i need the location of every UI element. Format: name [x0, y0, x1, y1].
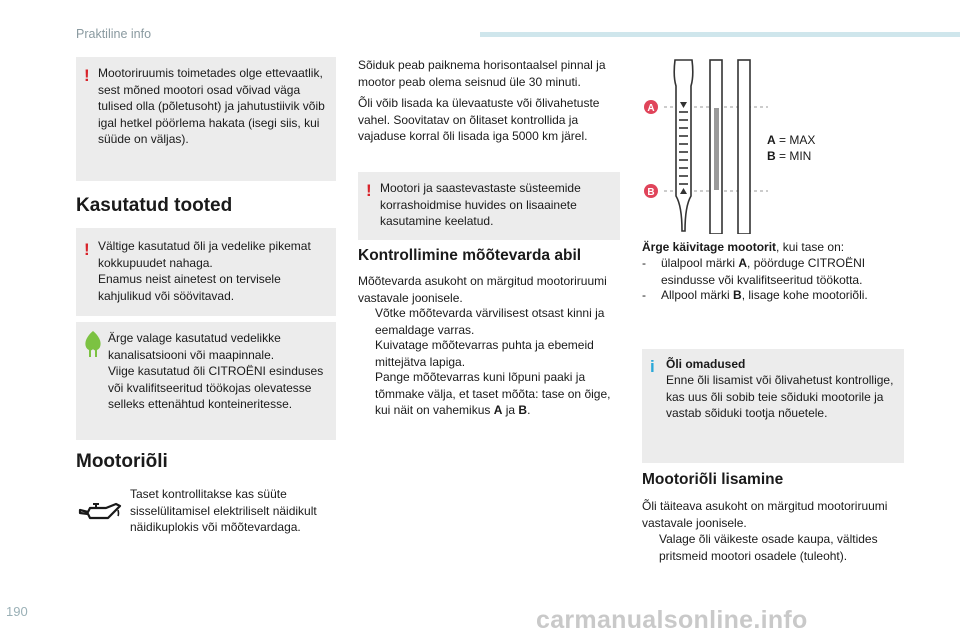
- list-item: [642, 531, 904, 564]
- diagram-legend: [767, 132, 815, 164]
- paragraph-add-oil: Õli võib lisada ka ülevaatuste või õlivahetuste vahel. Soovitatav on õlitaset kontrollida ja vajaduse korral õli lisada iga 5000 km järel.: [358, 96, 600, 143]
- list-item: [358, 305, 620, 338]
- dash-icon: -: [642, 256, 646, 270]
- bullet-text: Kuivatage mõõtevarras puhta ja ebemeid mittejätva lapiga.: [375, 338, 594, 369]
- watermark: carmanualsonline.info: [536, 606, 808, 634]
- subsection-title-adding-oil: Mootoriõli lisamine: [642, 471, 784, 488]
- bullet-text: Pange mõõtevarras kuni lõpuni paaki ja tõmmake välja, et taset mõõta: tase on õige, kui näit on vahemikus A ja B.: [375, 370, 611, 417]
- bullet-text: Valage õli väikeste osade kaupa, vältides pritsmeid mootori osadele (tuleoht).: [659, 532, 878, 563]
- bullet-text: Võtke mõõtevarda värvilisest otsast kinni ja eemaldage varras.: [375, 306, 605, 337]
- info-icon: i: [650, 357, 655, 376]
- eco-text-2: Viige kasutatud õli CITROËNI esinduses või kvalifitseeritud töökojas olevatesse selleks ettenähtud konteineritesse.: [108, 364, 324, 411]
- warning-icon: !: [84, 66, 90, 85]
- running-header: Praktiline info: [76, 27, 152, 41]
- warning-text-2: Enamus neist ainetest on tervisele kahjulikud või söövitavad.: [98, 272, 281, 303]
- header-accent-bar: [480, 32, 960, 37]
- legend-max: A = MAX: [767, 133, 816, 147]
- info-title: Õli omadused: [666, 357, 746, 371]
- warning-box-additives: [358, 172, 620, 240]
- dipstick-diagram: [640, 56, 770, 234]
- bullet-text: Allpool märki B, lisage kohe mootoriõli.: [661, 288, 868, 302]
- warning-box-skin: [76, 228, 336, 316]
- list-item: [642, 255, 904, 288]
- marker-a-label: A: [647, 103, 655, 114]
- subsection-title-dipstick: Kontrollimine mõõtevarda abil: [358, 247, 582, 264]
- warning-text-1: Vältige kasutatud õli ja vedelike pikemat kokkupuudet nahaga.: [98, 239, 311, 270]
- list-item: [358, 337, 620, 370]
- bullet-text: ülalpool märki A, pöörduge CITROËNI esindusse või kvalifitseeritud töökotta.: [661, 256, 866, 287]
- list-item: [642, 287, 904, 304]
- oil-can-icon: [78, 500, 122, 526]
- eco-text-1: Ärge valage kasutatud vedelikke kanalisatsiooni või maapinnale.: [108, 331, 281, 362]
- warning-box-engine: [76, 57, 336, 181]
- section-title-used-products: Kasutatud tooted: [76, 195, 233, 216]
- page-number: 190: [6, 604, 28, 619]
- paragraph-horizontal: Sõiduk peab paiknema horisontaalsel pinnal ja mootor peab olema seisnud üle 30 minuti.: [358, 58, 606, 89]
- info-box-oil-properties: [642, 349, 904, 463]
- warning-icon: !: [366, 181, 372, 200]
- dash-icon: -: [642, 288, 646, 302]
- eco-hand-icon: [82, 330, 104, 358]
- section-title-engine-oil: Mootoriõli: [76, 451, 168, 472]
- info-text: Enne õli lisamist või õlivahetust kontrollige, kas uus õli sobib teie sõiduki mootorile ja vastab sõiduki tootja nõuetele.: [666, 373, 894, 420]
- eco-box: [76, 322, 336, 440]
- warning-text: Mootoriruumis toimetades olge ettevaatlik, sest mõned mootori osad võivad väga tulised olla (põletusoht) ja jahutustiivik võib igal hetkel pöörlema hakata (isegi siis, kui süüde on väljas).: [98, 66, 325, 146]
- legend-min: B = MIN: [767, 149, 812, 163]
- dipstick-intro: Mõõtevarda asukoht on märgitud mootoriruumi vastavale joonisele.: [358, 274, 607, 305]
- list-item: [358, 369, 620, 419]
- adding-oil-intro: Õli täiteava asukoht on märgitud mootoriruumi vastavale joonisele.: [642, 499, 888, 530]
- do-not-start-note: Ärge käivitage mootorit, kui tase on:: [642, 240, 845, 254]
- warning-icon: !: [84, 240, 90, 259]
- marker-b-label: B: [647, 187, 655, 198]
- warning-text: Mootori ja saastevastaste süsteemide korrashoidmise huvides on lisaainete kasutamine keelatud.: [380, 181, 581, 228]
- oil-level-text: Taset kontrollitakse kas süüte sisselülitamisel elektriliselt näidikult näidikuplokis või mõõtevardaga.: [130, 487, 317, 534]
